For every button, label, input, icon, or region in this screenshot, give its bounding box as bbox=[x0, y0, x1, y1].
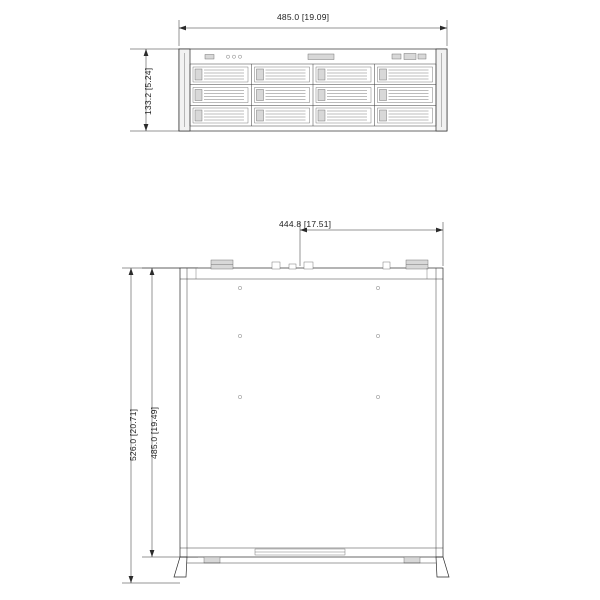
front-height-dimension-lines bbox=[130, 49, 179, 131]
top-depth-outer-dimension-label: 526.0 [20.71] bbox=[128, 408, 138, 461]
top-depth-inner-dimension-label: 485.0 [19.49] bbox=[149, 406, 159, 459]
top-width-dimension-label: 444.8 [17.51] bbox=[279, 219, 332, 229]
front-width-dimension-label: 485.0 [19.09] bbox=[277, 12, 330, 22]
front-height-dimension-label: 133.2 [5.24] bbox=[143, 67, 153, 115]
front-drive-bay-array bbox=[190, 64, 436, 126]
front-width-dimension-lines bbox=[179, 20, 447, 46]
top-chassis-body bbox=[180, 268, 443, 557]
